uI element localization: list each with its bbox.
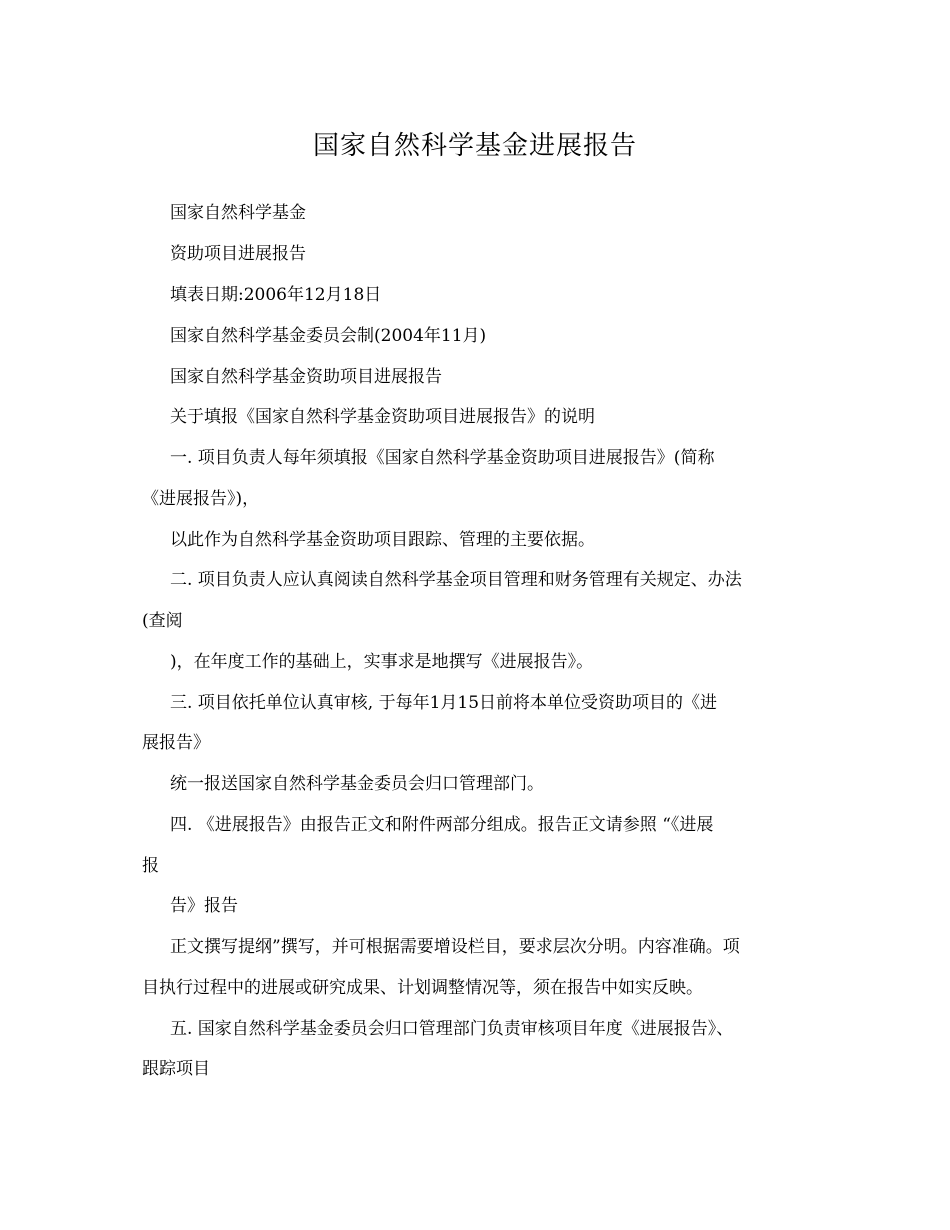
text-line: 国家自然科学基金 (170, 203, 306, 223)
text-line: 以此作为自然科学基金资助项目跟踪、管理的主要依据。 (170, 530, 595, 550)
text-line: 《进展报告》)， (142, 489, 260, 509)
text-line: 关于填报《国家自然科学基金资助项目进展报告》的说明 (170, 407, 595, 427)
text-line: 二. 项目负责人应认真阅读自然科学基金项目管理和财务管理有关规定、办法 (170, 570, 742, 590)
text-line: 跟踪项目 (142, 1059, 210, 1079)
text-line: 国家自然科学基金资助项目进展报告 (170, 367, 442, 387)
text-line: 展报告》 (142, 733, 210, 753)
text-line: 一. 项目负责人每年须填报《国家自然科学基金资助项目进展报告》(简称 (170, 448, 715, 468)
document-title: 国家自然科学基金进展报告 (312, 131, 637, 161)
text-line: 国家自然科学基金委员会制(2004年11月) (170, 326, 487, 346)
text-line: )，在年度工作的基础上，实事求是地撰写《进展报告》。 (170, 652, 594, 672)
text-line: 填表日期:2006年12月18日 (170, 285, 382, 305)
text-line: (查阅 (142, 611, 183, 631)
text-line: 告》报告 (170, 896, 238, 916)
text-line: 正文撰写提纲”撰写，并可根据需要增设栏目，要求层次分明。内容准确。项 (170, 937, 740, 957)
text-line: 统一报送国家自然科学基金委员会归口管理部门。 (170, 774, 544, 794)
text-line: 资助项目进展报告 (170, 244, 306, 264)
text-line: 三. 项目依托单位认真审核, 于每年1月15日前将本单位受资助项目的《进 (170, 693, 718, 713)
text-line: 目执行过程中的进展或研究成果、计划调整情况等，须在报告中如实反映。 (142, 978, 703, 998)
text-line: 五. 国家自然科学基金委员会归口管理部门负责审核项目年度《进展报告》、 (170, 1019, 734, 1039)
text-line: 报 (142, 856, 159, 876)
text-line: 四. 《进展报告》由报告正文和附件两部分组成。报告正文请参照 “《进展 (170, 815, 714, 835)
